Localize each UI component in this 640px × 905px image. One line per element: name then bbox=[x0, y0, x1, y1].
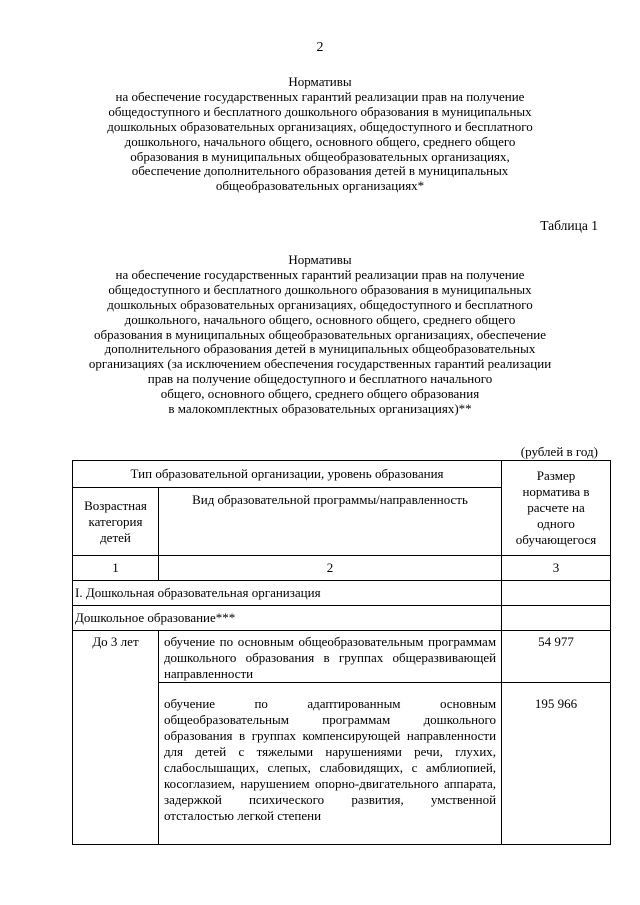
empty-cell bbox=[502, 581, 611, 606]
header-age-category: Возрастная категория детей bbox=[73, 488, 159, 556]
heading-normatives-general bbox=[60, 75, 580, 194]
table-label: Таблица 1 bbox=[540, 218, 598, 233]
heading-line: образования в муниципальных общеобразовательных организациях, bbox=[130, 148, 510, 164]
heading-line: дошкольного, начального общего, основного общего, среднего общего bbox=[124, 311, 516, 327]
heading-line: в малокомплектных образовательных организациях)** bbox=[168, 401, 472, 417]
section-level-row: Дошкольное образование*** bbox=[73, 606, 502, 631]
normative-value: 54 977 bbox=[502, 631, 611, 683]
header-org-type: Тип образовательной организации, уровень образования bbox=[73, 461, 502, 488]
heading-line: общедоступного и бесплатного дошкольного образования в муниципальных bbox=[108, 103, 532, 119]
heading-line: образования в муниципальных общеобразовательных организациях, обеспечение bbox=[93, 326, 547, 342]
column-number: 1 bbox=[73, 556, 159, 581]
column-number: 2 bbox=[158, 556, 501, 581]
heading-line: прав на получение общедоступного и бесплатного начального bbox=[147, 371, 493, 387]
units-label: (рублей в год) bbox=[520, 444, 598, 459]
header-normative-size: Размер норматива в расчете на одного обучающегося bbox=[502, 461, 611, 556]
header-program-type: Вид образовательной программы/направленность bbox=[158, 488, 501, 556]
page-number: 2 bbox=[316, 40, 324, 55]
heading-line: дошкольных образовательных организациях, общедоступного и бесплатного bbox=[107, 118, 533, 134]
normative-value: 195 966 bbox=[502, 683, 611, 845]
heading-line: общеобразовательных организациях* bbox=[215, 178, 425, 194]
heading-line: дополнительного образования детей в муниципальных общеобразовательных bbox=[104, 341, 536, 357]
age-group-cell: До 3 лет bbox=[73, 631, 159, 845]
program-description: обучение по основным общеобразовательным программам дошкольного образования в группах общеразвивающей направленности bbox=[158, 631, 501, 683]
section-org-row: I. Дошкольная образовательная организация bbox=[73, 581, 502, 606]
heading-normatives-table bbox=[60, 253, 580, 417]
heading-line: общего, основного общего, среднего общего образования bbox=[160, 386, 480, 402]
heading-line: дошкольного, начального общего, основного общего, среднего общего bbox=[124, 133, 516, 149]
heading-line: дошкольных образовательных организациях, общедоступного и бесплатного bbox=[107, 296, 533, 312]
normatives-table bbox=[72, 460, 611, 845]
heading-line: на обеспечение государственных гарантий реализации прав на получение bbox=[115, 266, 525, 282]
heading-line: обеспечение дополнительного образования детей в муниципальных bbox=[131, 163, 509, 179]
heading-line: на обеспечение государственных гарантий реализации прав на получение bbox=[115, 88, 525, 104]
heading-line: общедоступного и бесплатного дошкольного образования в муниципальных bbox=[108, 281, 532, 297]
empty-cell bbox=[502, 606, 611, 631]
column-number: 3 bbox=[502, 556, 611, 581]
heading-line: Нормативы bbox=[288, 74, 352, 89]
program-description: обучение по адаптированным основным общеобразовательным программам дошкольного образования в группах компенсирующей направленности для детей с тяжелыми нарушениями речи, глухих, слабослышащих, слепых, слабовидящих, с амблиопией, косоглазием, нарушением опорно-двигательного аппарата, задержкой психического развития, умственной отсталостью легкой степени bbox=[158, 683, 501, 845]
heading-line: Нормативы bbox=[288, 252, 352, 267]
heading-line: организациях (за исключением обеспечения государственных гарантий реализации bbox=[88, 356, 552, 372]
